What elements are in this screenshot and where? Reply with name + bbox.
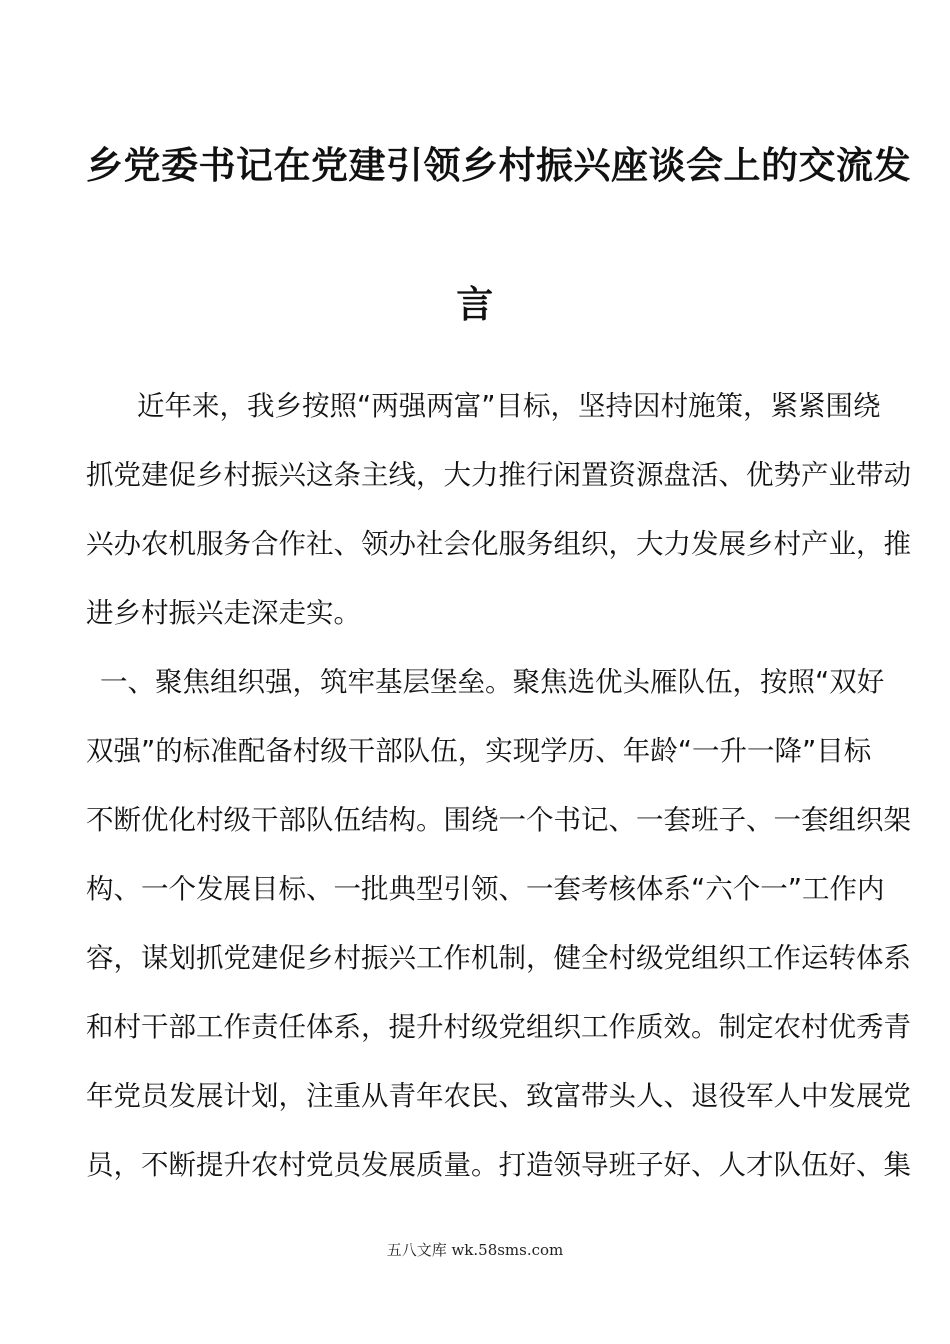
paragraph-2-line-8: 员，不断提升农村党员发展质量。打造领导班子好、人才队伍好、集 (86, 1149, 911, 1181)
paragraph-2-line-1: 一、聚焦组织强，筑牢基层堡垒。聚焦选优头雁队伍，按照“双好 (100, 666, 885, 698)
paragraph-2-line-7: 年党员发展计划，注重从青年农民、致富带头人、退役军人中发展党 (86, 1080, 911, 1112)
footer-watermark: 五八文库 wk.58sms.com (386, 1241, 564, 1259)
paragraph-2-line-6: 和村干部工作责任体系，提升村级党组织工作质效。制定农村优秀青 (86, 1011, 911, 1043)
paragraph-2-line-5: 容，谋划抓党建促乡村振兴工作机制，健全村级党组织工作运转体系 (86, 942, 911, 974)
paragraph-1-line-2: 抓党建促乡村振兴这条主线，大力推行闲置资源盘活、优势产业带动 (86, 459, 911, 491)
paragraph-1-line-3: 兴办农机服务合作社、领办社会化服务组织，大力发展乡村产业，推 (86, 528, 911, 560)
paragraph-1-line-1: 近年来，我乡按照“两强两富”目标，坚持因村施策，紧紧围绕 (137, 390, 881, 422)
paragraph-2-line-2: 双强”的标准配备村级干部队伍，实现学历、年龄“一升一降”目标 (86, 735, 872, 767)
document-title-line-1: 乡党委书记在党建引领乡村振兴座谈会上的交流发 (86, 144, 911, 187)
paragraph-1-line-4: 进乡村振兴走深走实。 (86, 597, 361, 629)
paragraph-2-line-3: 不断优化村级干部队伍结构。围绕一个书记、一套班子、一套组织架 (86, 804, 911, 836)
paragraph-2-line-4: 构、一个发展目标、一批典型引领、一套考核体系“六个一”工作内 (86, 873, 885, 905)
document-title-line-2: 言 (456, 283, 494, 326)
